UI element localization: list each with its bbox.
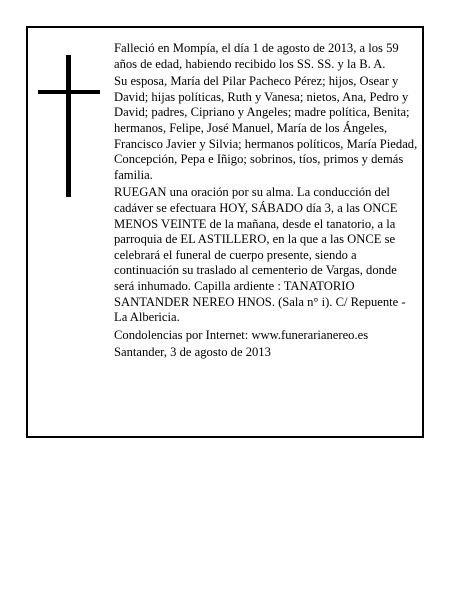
- cross-icon: [38, 55, 100, 197]
- cross-vertical-bar: [66, 55, 71, 197]
- cross-horizontal-bar: [38, 90, 100, 94]
- obituary-notice: [26, 26, 424, 438]
- death-announcement: Falleció en Mompía, el día 1 de agosto de 2013, a los 59 años de edad, habiendo recibido los SS. SS. y la B. A.: [114, 41, 399, 71]
- place-date-line: Santander, 3 de agosto de 2013: [114, 345, 271, 360]
- funeral-details: RUEGAN una oración por su alma. La conducción del cadáver se efectuara HOY, SÁBADO día 3, a las ONCE MENOS VEINTE de la mañana, desde el tanatorio, a la parroquia de EL ASTILLERO, en la que a las ONCE se celebrará el funeral de cuerpo presente, siendo a continuación su traslado al cementerio de Vargas, donde será inhumado. Capilla ardiente : TANATORIO SANTANDER NEREO HNOS. (Sala n° i). C/ Repuente - La Albericia.: [114, 185, 406, 325]
- family-list: Su esposa, María del Pilar Pacheco Pérez; hijos, Osear y David; hijas políticas, Ruth y Vanesa; nietos, Ana, Pedro y David; padres, Cipriano y Angeles; madre política, Benita; hermanos, Felipe, José Manuel, María de los Ángeles, Francisco Javier y Silvia; hermanos políticos, María Piedad, Concepción, Pepa e Iñigo; sobrinos, tíos, primos y demás familia.: [114, 74, 418, 182]
- obituary-text: [114, 41, 418, 363]
- condolences-line: Condolencias por Internet: www.funerarianereo.es: [114, 327, 369, 342]
